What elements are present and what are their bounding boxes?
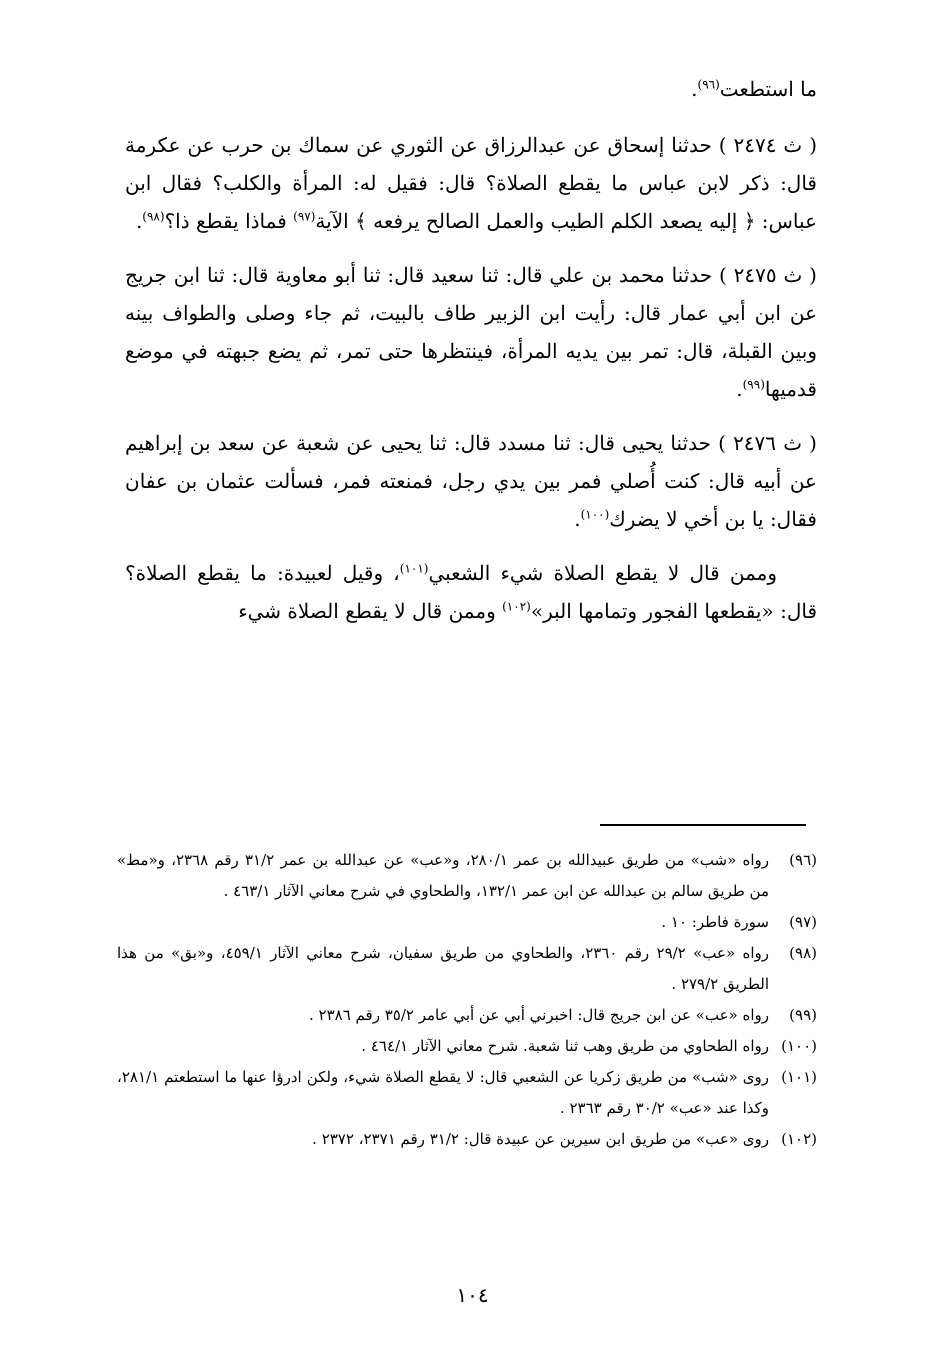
footnote-text: رواه «عب» ٢٩/٢ رقم ٢٣٦٠، والطحاوي من طريق سفيان، شرح معاني الآثار ٤٥٩/١، و«بق» من هذا الطريق ٢٧٩/٢ . xyxy=(117,944,769,993)
footnote-101 xyxy=(117,1062,817,1124)
footnote-ref-99[interactable]: (٩٩) xyxy=(742,377,765,392)
footnote-ref-102[interactable]: (١٠٢) xyxy=(502,599,531,614)
paragraph-text: وممن قال لا يقطع الصلاة شيء xyxy=(238,599,503,623)
paragraph-text: ( ث ٢٤٧٥ ) حدثنا محمد بن علي قال: ثنا سعيد قال: ثنا أبو معاوية قال: ثنا ابن جريج عن ابن أبي عمار قال: رأيت ابن الزبير طاف بالبيت، ثم جاء وصلى والطواف بينه وبين القبلة، قال: تمر بين يديه المرأة، فينتظرها حتى تمر، ثم يضع جبهته في موضع قدميها xyxy=(125,263,817,401)
footnote-number: (٩٧) xyxy=(789,913,817,931)
paragraph-text: ( ث ٢٤٧٦ ) حدثنا يحيى قال: ثنا مسدد قال: ثنا يحيى عن شعبة عن سعد بن إبراهيم عن أبيه قال: كنت أُصلي فمر بين يدي رجل، فمنعته فمر، فسألت عثمان بن عفان فقال: يا بن أخي لا يضرك xyxy=(125,431,817,531)
footnote-number: (٩٩) xyxy=(789,1006,817,1024)
footnote-96 xyxy=(117,845,817,907)
paragraph-text: ، وقيل لعبيدة: ما يقطع الصلاة؟ قال: «يقطعها الفجور وتمامها البر» xyxy=(125,561,817,623)
footnote-ref-98[interactable]: (٩٨) xyxy=(142,209,165,224)
main-text xyxy=(125,70,817,646)
footnote-text: روى «عب» من طريق ابن سيرين عن عبيدة قال: ٣١/٢ رقم ٢٣٧١، ٢٣٧٢ . xyxy=(312,1130,769,1148)
paragraph-text: وممن قال لا يقطع الصلاة شيء الشعبي xyxy=(428,561,777,585)
footnote-ref-101[interactable]: (١٠١) xyxy=(399,561,429,576)
footnote-98 xyxy=(117,938,817,1000)
footnote-ref-96[interactable]: (٩٦) xyxy=(697,77,720,92)
paragraph-text: ما استطعت xyxy=(719,77,817,101)
paragraph-discussion xyxy=(125,554,817,630)
footnote-number: (٩٨) xyxy=(789,944,817,962)
paragraph-continuation: ما استطعت$^{(٩٦)}$. xyxy=(691,77,817,101)
footnote-number: (٩٦) xyxy=(789,851,817,869)
footnote-separator xyxy=(600,824,806,826)
footnote-text: سورة فاطر: ١٠ . xyxy=(661,913,769,931)
footnote-102 xyxy=(117,1124,817,1155)
footnote-text: رواه الطحاوي من طريق وهب ثنا شعبة. شرح معاني الآثار ٤٦٤/١ . xyxy=(361,1037,769,1055)
hadith-2474: ( ث ٢٤٧٤ ) حدثنا إسحاق عن عبدالرزاق عن الثوري عن سماك بن حرب عن عكرمة قال: ذكر لابن عباس ما يقطع الصلاة؟ قال: فقيل له: المرأة والكلب؟ فقال ابن عباس: ﴿ إليه يصعد الكلم الطيب والعمل الصالح يرفعه ﴾ الآية$^{(٩٧)}$ فماذا يقطع ذا؟$^{(٩٨)}$. xyxy=(125,133,817,233)
footnote-ref-100[interactable]: (١٠٠) xyxy=(580,507,610,522)
footnote-text: رواه «شب» من طريق عبيدالله بن عمر ٢٨٠/١، و«عب» عن عبدالله بن عمر ٣١/٢ رقم ٢٣٦٨، و«مط» من طريق سالم بن عبدالله عن ابن عمر ١٣٢/١، والطحاوي في شرح معاني الآثار ٤٦٣/١ . xyxy=(117,851,770,900)
footnotes xyxy=(117,845,817,1155)
footnote-number: (١٠٠) xyxy=(781,1037,817,1055)
paragraph-text: فماذا يقطع ذا؟ xyxy=(164,209,294,233)
hadith-2475: ( ث ٢٤٧٥ ) حدثنا محمد بن علي قال: ثنا سعيد قال: ثنا أبو معاوية قال: ثنا ابن جريج عن ابن أبي عمار قال: رأيت ابن الزبير طاف بالبيت، ثم جاء وصلى والطواف بينه وبين القبلة، قال: تمر بين يديه المرأة، فينتظرها حتى تمر، ثم يضع جبهته في موضع قدميها$^{(٩٩)}$. xyxy=(125,263,817,401)
footnote-number: (١٠٢) xyxy=(781,1130,817,1148)
footnote-99 xyxy=(117,1000,817,1031)
footnote-text: رواه «عب» عن ابن جريج قال: اخبرني أبي عن أبي عامر ٣٥/٢ رقم ٢٣٨٦ . xyxy=(309,1006,769,1024)
paragraph-text: ( ث ٢٤٧٤ ) حدثنا إسحاق عن عبدالرزاق عن الثوري عن سماك بن حرب عن عكرمة قال: ذكر لابن عباس ما يقطع الصلاة؟ قال: فقيل له: المرأة والكلب؟ فقال ابن عباس: ﴿ إليه يصعد الكلم الطيب والعمل الصالح يرفعه ﴾ الآية xyxy=(125,133,817,233)
footnote-ref-97[interactable]: (٩٧) xyxy=(293,209,316,224)
hadith-2476: ( ث ٢٤٧٦ ) حدثنا يحيى قال: ثنا مسدد قال: ثنا يحيى عن شعبة عن سعد بن إبراهيم عن أبيه قال: كنت أُصلي فمر بين يدي رجل، فمنعته فمر، فسألت عثمان بن عفان فقال: يا بن أخي لا يضرك$^{(١٠٠)}$. xyxy=(125,431,817,531)
footnote-number: (١٠١) xyxy=(781,1068,817,1086)
footnote-100 xyxy=(117,1031,817,1062)
footnote-text: روى «شب» من طريق زكريا عن الشعبي قال: لا يقطع الصلاة شيء، ولكن ادرؤا عنها ما استطعتم ٢٨١/١، وكذا عند «عب» ٣٠/٢ رقم ٢٣٦٣ . xyxy=(117,1068,769,1117)
page-number: ١٠٤ xyxy=(456,1283,489,1307)
footnote-97 xyxy=(117,907,817,938)
